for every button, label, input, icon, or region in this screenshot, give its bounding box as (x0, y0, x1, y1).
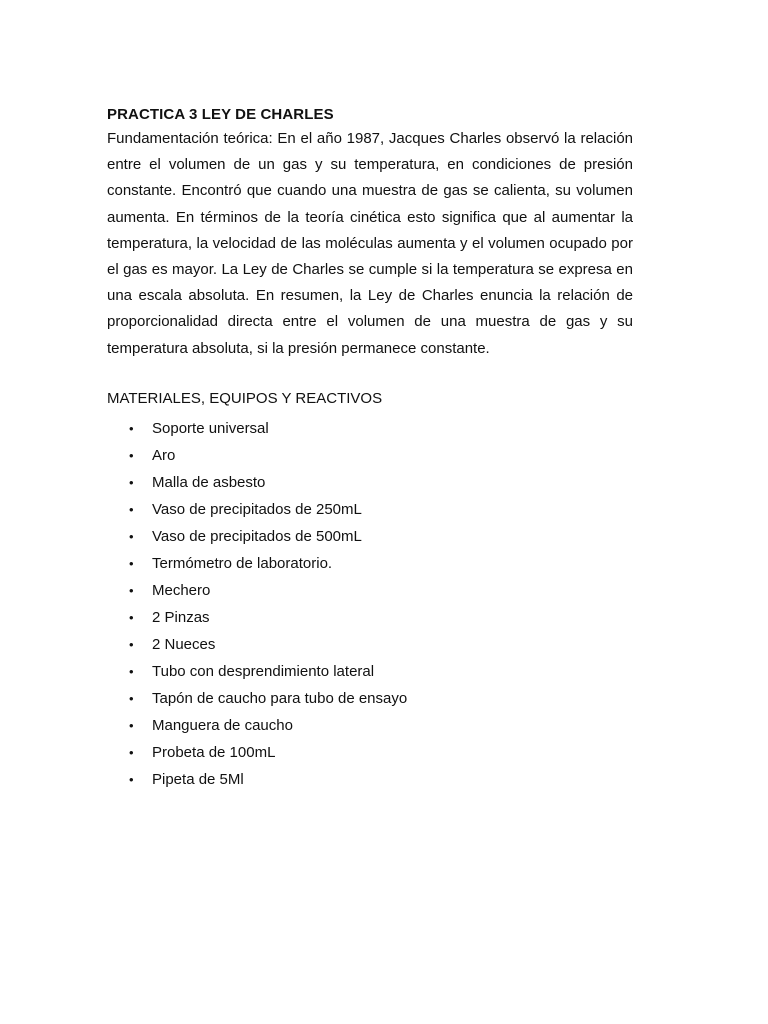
list-item (107, 604, 633, 631)
list-item (107, 685, 633, 712)
list-item (107, 415, 633, 442)
list-item (107, 550, 633, 577)
bullet-icon: • (129, 663, 134, 679)
list-item (107, 766, 633, 793)
list-item (107, 658, 633, 685)
bullet-icon: • (129, 717, 134, 733)
list-item-label: Tapón de caucho para tubo de ensayo (152, 689, 408, 707)
list-item-label: Vaso de precipitados de 250mL (152, 500, 362, 518)
materials-heading: MATERIALES, EQUIPOS Y REACTIVOS (107, 389, 383, 407)
bullet-icon: • (129, 690, 134, 706)
list-item (107, 631, 633, 658)
list-item-label: Pipeta de 5Ml (152, 770, 244, 788)
list-item-label: Mechero (152, 581, 211, 599)
list-item (107, 712, 633, 739)
list-item-label: Soporte universal (152, 419, 269, 437)
list-item (107, 442, 633, 469)
list-item (107, 469, 633, 496)
bullet-icon: • (129, 501, 134, 517)
bullet-icon: • (129, 447, 134, 463)
list-item (107, 577, 633, 604)
bullet-icon: • (129, 474, 134, 490)
document-title: PRACTICA 3 LEY DE CHARLES (107, 106, 334, 123)
list-item-label: 2 Pinzas (152, 608, 210, 626)
bullet-icon: • (129, 420, 134, 436)
bullet-icon: • (129, 636, 134, 652)
list-item-label: Tubo con desprendimiento lateral (152, 662, 375, 680)
list-item-label: Probeta de 100mL (152, 743, 276, 761)
intro-paragraph: Fundamentación teórica: En el año 1987, Jacques Charles observó la relación entre el volumen de un gas y su temperatura, en condiciones de presión constante. Encontró que cuando una muestra de gas se calienta, su volumen aumenta. En términos de la teoría cinética esto significa que al aumentar la temperatura, la velocidad de las moléculas aumenta y el volumen ocupado por el gas es mayor. La Ley de Charles se cumple si la temperatura se expresa en una escala absoluta. En resumen, la Ley de Charles enuncia la relación de proporcionalidad directa entre el volumen de una muestra de gas y su temperatura absoluta, si la presión permanece constante. (107, 130, 633, 357)
list-item (107, 496, 633, 523)
list-item-label: Vaso de precipitados de 500mL (152, 527, 362, 545)
bullet-icon: • (129, 555, 134, 571)
list-item-label: Manguera de caucho (152, 716, 293, 734)
materials-list (107, 415, 633, 793)
list-item-label: 2 Nueces (152, 635, 216, 653)
list-item-label: Aro (152, 446, 176, 464)
document-page (107, 104, 633, 793)
bullet-icon: • (129, 609, 134, 625)
bullet-icon: • (129, 528, 134, 544)
bullet-icon: • (129, 582, 134, 598)
list-item (107, 739, 633, 766)
bullet-icon: • (129, 771, 134, 787)
list-item-label: Malla de asbesto (152, 473, 266, 491)
bullet-icon: • (129, 744, 134, 760)
list-item (107, 523, 633, 550)
list-item-label: Termómetro de laboratorio. (152, 554, 333, 572)
